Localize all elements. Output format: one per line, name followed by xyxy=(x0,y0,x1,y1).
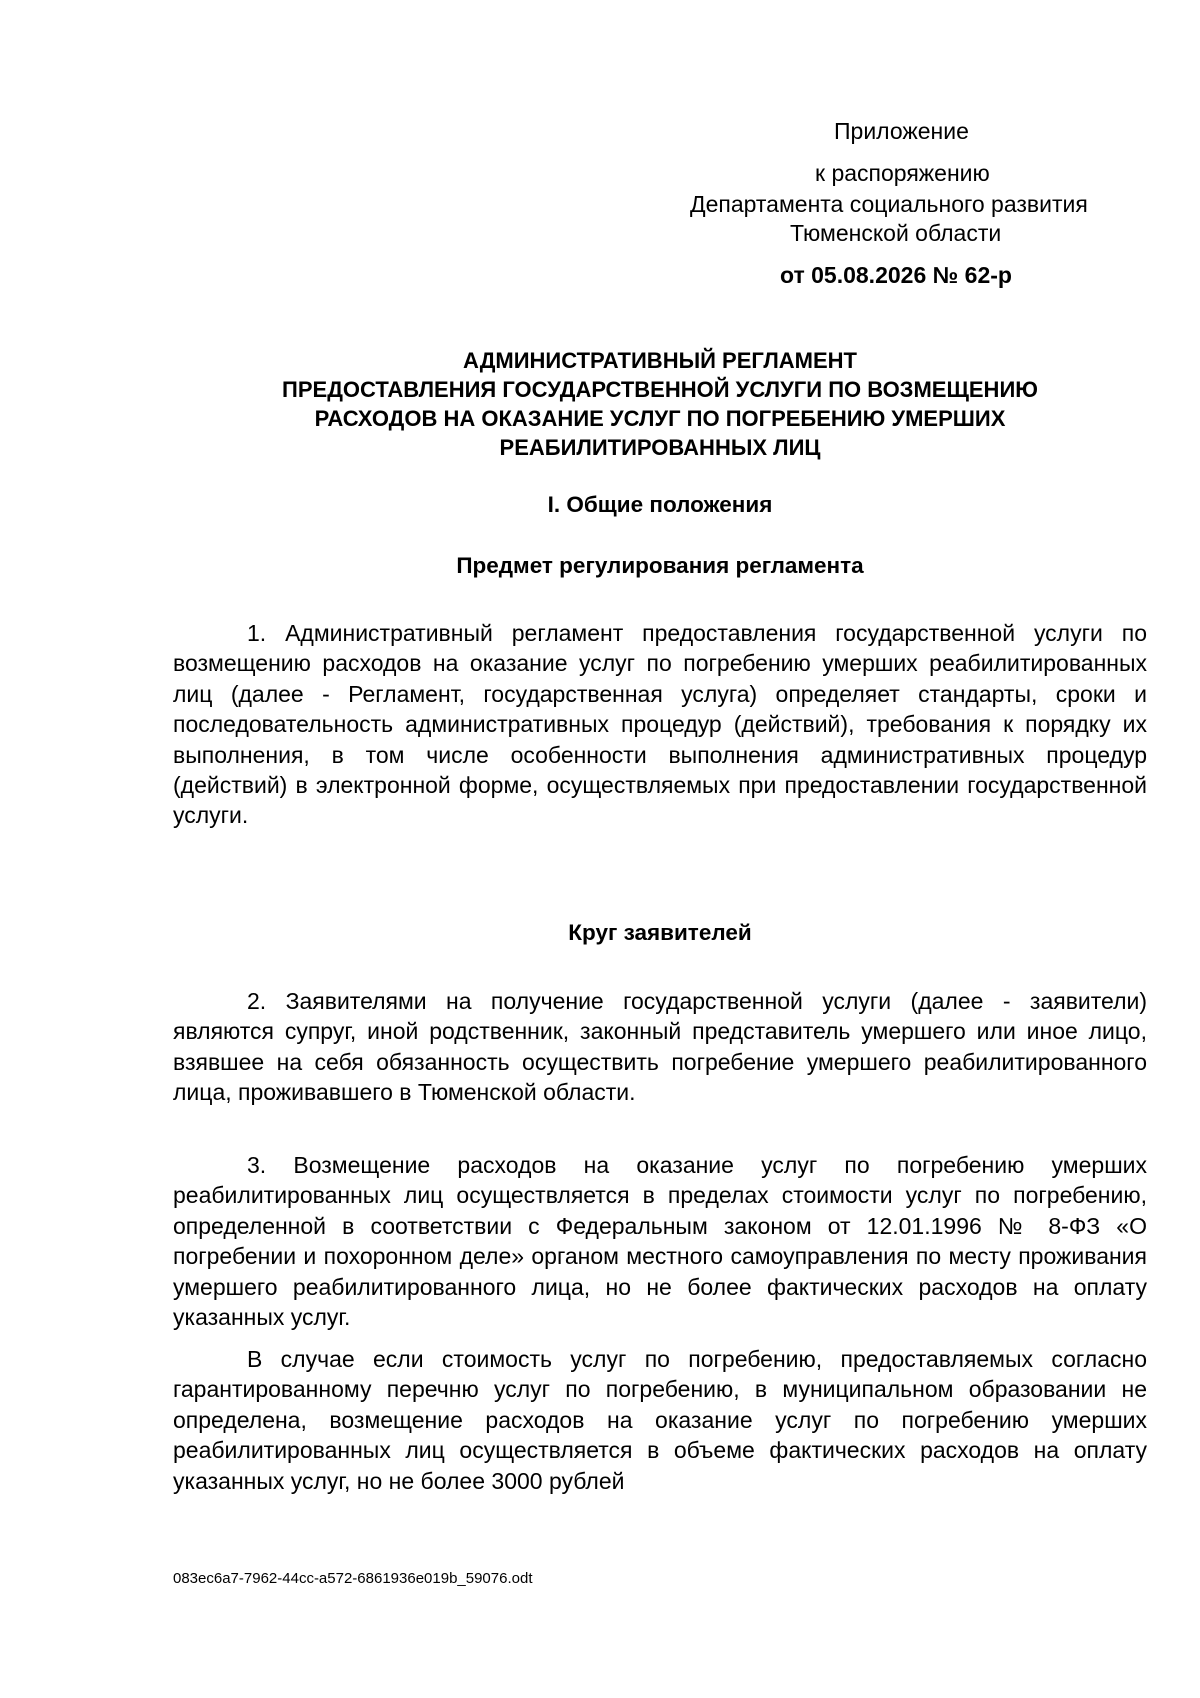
paragraph-3-continuation: В случае если стоимость услуг по погребению, предоставляемых согласно гарантированному перечню услуг по погребению, в муниципальном образовании не определена, возмещение расходов на оказание услуг по погребению умерших реабилитированных лиц осуществляется в объеме фактических расходов на оплату указанных услуг, но не более 3000 рублей xyxy=(173,1346,1147,1494)
section-heading-subject: Предмет регулирования регламента xyxy=(456,553,864,578)
paragraph-1: 1. Административный регламент предоставления государственной услуги по возмещению расходов на оказание услуг по погребению умерших реабилитированных лиц (далее - Регламент, государственная услуга) определяет стандарты, сроки и последовательность административных процедур (действий), требования к порядку их выполнения, в том числе особенности выполнения административных процедур (действий) в электронной форме, осуществляемых при предоставлении государственной услуги. xyxy=(173,620,1147,829)
title-line-2: ПРЕДОСТАВЛЕНИЯ ГОСУДАРСТВЕННОЙ УСЛУГИ ПО ВОЗМЕЩЕНИЮ xyxy=(282,377,1038,402)
title-line-1: АДМИНИСТРАТИВНЫЙ РЕГЛАМЕНТ xyxy=(463,348,857,373)
region-name: Тюменской области xyxy=(790,220,1002,246)
paragraph-2: 2. Заявителями на получение государственной услуги (далее - заявители) являются супруг, иной родственник, законный представитель умершего или иное лицо, взявшее на себя обязанность осуществить погребение умершего реабилитированного лица, проживавшего в Тюменской области. xyxy=(173,988,1147,1106)
section-heading-applicants: Круг заявителей xyxy=(568,920,752,945)
order-date-number: от 05.08.2026 № 62-р xyxy=(780,262,1012,288)
title-line-4: РЕАБИЛИТИРОВАННЫХ ЛИЦ xyxy=(499,435,821,460)
section-heading-general: I. Общие положения xyxy=(547,492,773,517)
order-reference: к распоряжению xyxy=(815,160,990,186)
footer-file-name: 083ec6a7-7962-44cc-a572-6861936e019b_59076.odt xyxy=(173,1570,533,1587)
paragraph-3: 3. Возмещение расходов на оказание услуг по погребению умерших реабилитированных лиц осуществляется в пределах стоимости услуг по погребению, определенной в соответствии с Федеральным законом от 12.01.1996 № 8-ФЗ «О погребении и похоронном деле» органом местного самоуправления по месту проживания умершего реабилитированного лица, но не более фактических расходов на оплату указанных услуг. xyxy=(173,1152,1147,1331)
department-name: Департамента социального развития xyxy=(690,191,1088,217)
document-title xyxy=(170,346,1150,462)
title-line-3: РАСХОДОВ НА ОКАЗАНИЕ УСЛУГ ПО ПОГРЕБЕНИЮ УМЕРШИХ xyxy=(314,406,1006,431)
appendix-label: Приложение xyxy=(834,118,969,144)
